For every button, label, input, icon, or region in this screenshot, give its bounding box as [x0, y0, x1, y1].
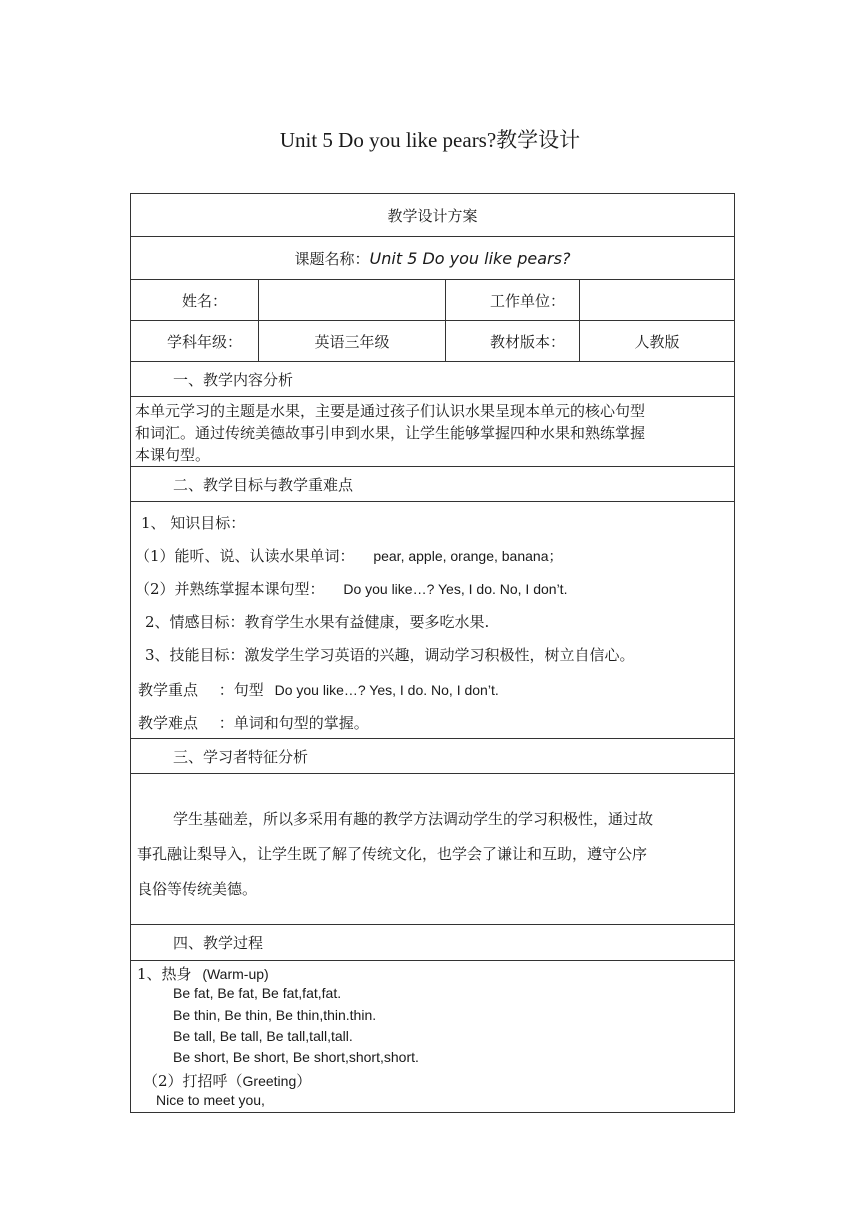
- goal-item-2-en: Do you like…? Yes, I do. No, I don’t.: [343, 581, 568, 597]
- key-point-cn: ：句型: [218, 681, 264, 699]
- goal-item-1-cn: （1）能听、说、认读水果单词：: [135, 547, 355, 565]
- subject-value: 英语三年级: [314, 332, 390, 351]
- name-label: 姓名：: [181, 291, 227, 310]
- difficulty-point: [138, 712, 369, 733]
- knowledge-goal-label: 1、 知识目标：: [141, 514, 246, 532]
- chant-line: Be thin, Be thin, Be thin,thin.thin.: [173, 1007, 377, 1023]
- edition-label-cell: [446, 321, 580, 361]
- section3-body: [131, 774, 734, 925]
- table-header-row: [131, 194, 734, 237]
- chant-line: Be tall, Be tall, Be tall,tall,tall.: [173, 1028, 353, 1044]
- skill-goal: 3、技能目标：激发学生学习英语的兴趣，调动学习积极性，树立自信心。: [145, 646, 635, 664]
- difficulty-label: 教学难点: [138, 714, 199, 732]
- topic-row: [131, 237, 734, 280]
- section1-line: 和词汇。通过传统美德故事引申到水果，让学生能够掌握四种水果和熟练掌握: [135, 424, 646, 442]
- warmup-cn: 1、热身: [137, 965, 192, 983]
- goal-item-1: [135, 545, 562, 566]
- table-header: 教学设计方案: [387, 206, 478, 225]
- key-point: [138, 679, 499, 700]
- greeting-line: [143, 1070, 311, 1091]
- topic-value: Unit 5 Do you like pears?: [369, 248, 571, 268]
- section1-paragraph: [131, 397, 734, 466]
- subject-label-cell: [131, 321, 259, 361]
- section3-line: 学生基础差，所以多采用有趣的教学方法调动学生的学习积极性，通过故: [173, 810, 654, 828]
- section1-heading: 一、教学内容分析: [173, 370, 294, 389]
- section1-line: 本课句型。: [135, 446, 211, 464]
- key-point-label: 教学重点: [138, 681, 199, 699]
- difficulty-text: ：单词和句型的掌握。: [218, 714, 369, 732]
- subject-row: [131, 321, 734, 362]
- greeting-cn-2: ）: [296, 1072, 312, 1090]
- chant-line: Be fat, Be fat, Be fat,fat,fat.: [173, 985, 342, 1001]
- document-title: Unit 5 Do you like pears?教学设计: [279, 128, 581, 152]
- greeting-cn-1: （2）打招呼（: [143, 1072, 243, 1090]
- name-label-cell: [131, 280, 259, 320]
- work-label: 工作单位：: [489, 291, 565, 310]
- warmup-line: [137, 963, 269, 984]
- name-row: [131, 280, 734, 321]
- greeting-en: Greeting: [242, 1073, 297, 1089]
- goal-item-2: [135, 578, 567, 599]
- section1-line: 本单元学习的主题是水果，主要是通过孩子们认识水果呈现本单元的核心句型: [135, 402, 646, 420]
- emotion-goal: 2、情感目标：教育学生水果有益健康，要多吃水果.: [145, 613, 490, 631]
- section4-heading-row: [131, 925, 734, 961]
- section2-body: [131, 502, 734, 739]
- section2-heading-row: [131, 467, 734, 502]
- name-value-cell: [259, 280, 446, 320]
- edition-value: 人教版: [634, 332, 680, 351]
- section3-line: 良俗等传统美德。: [137, 880, 258, 898]
- goal-item-2-cn: （2）并熟练掌握本课句型：: [135, 580, 325, 598]
- lesson-plan-table: [130, 193, 735, 1113]
- subject-label: 学科年级：: [166, 332, 242, 351]
- goal-item-1-en: pear, apple, orange, banana；: [373, 548, 563, 564]
- subject-value-cell: [259, 321, 446, 361]
- section3-heading: 三、学习者特征分析: [173, 747, 309, 766]
- edition-value-cell: [580, 321, 734, 361]
- warmup-en: (Warm-up): [202, 966, 269, 982]
- chant-line: Be short, Be short, Be short,short,short.: [173, 1049, 419, 1065]
- greeting-text: Nice to meet you,: [156, 1092, 265, 1108]
- section4-heading: 四、教学过程: [173, 934, 264, 952]
- section3-line: 事孔融让梨导入，让学生既了解了传统文化，也学会了谦让和互助，遵守公序: [137, 845, 648, 863]
- section3-heading-row: [131, 739, 734, 774]
- work-value-cell: [580, 280, 734, 320]
- edition-label: 教材版本：: [489, 332, 565, 351]
- section2-heading: 二、教学目标与教学重难点: [173, 475, 354, 494]
- section1-body: [131, 397, 734, 467]
- work-label-cell: [446, 280, 580, 320]
- section1-heading-row: [131, 362, 734, 397]
- key-point-en: Do you like…? Yes, I do. No, I don’t.: [274, 682, 499, 698]
- topic-label: 课题名称：: [294, 249, 370, 268]
- section4-body: [131, 961, 734, 1112]
